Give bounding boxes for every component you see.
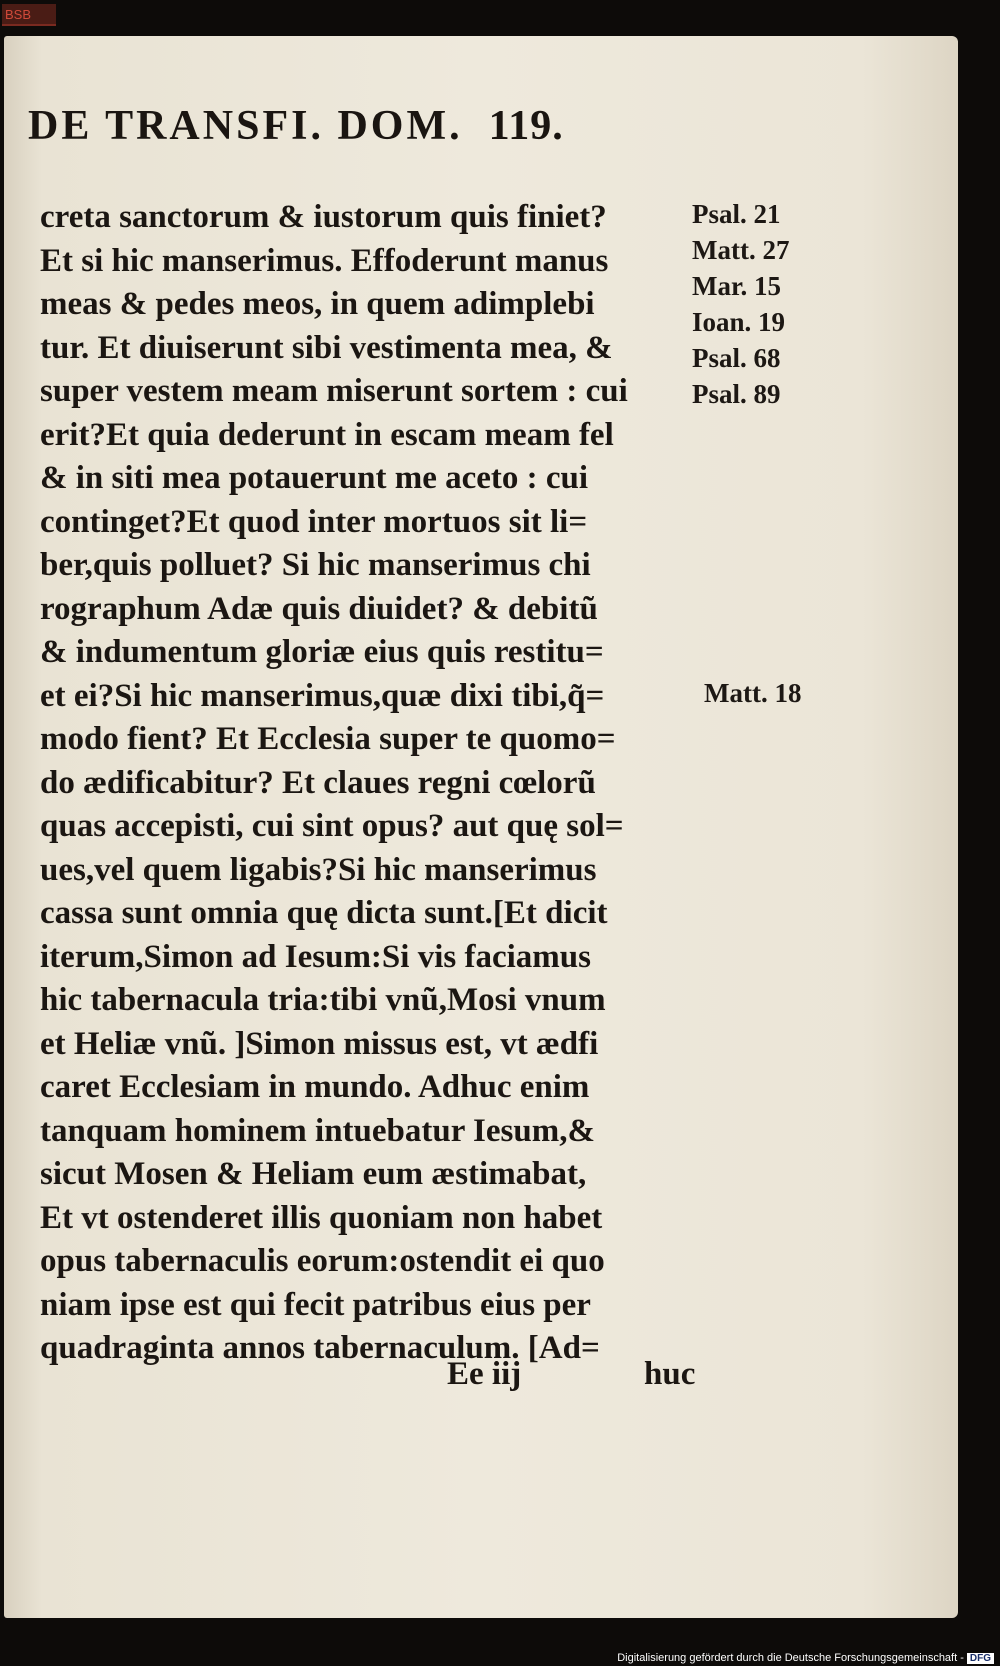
folio-number: 119. [488,103,564,149]
book-page [4,36,958,1618]
signature-mark: Ee iij [447,1356,522,1392]
text-line: do ædificabitur? Et claues regni cœlorũ [40,764,596,801]
text-line: ues,vel quem ligabis?Si hic manserimus [40,851,597,888]
catchword: huc [644,1356,696,1392]
text-line: quas accepisti, cui sint opus? aut quę sol= [40,808,624,844]
margin-note-matt-18: Matt. 18 [704,678,802,708]
text-line: iterum,Simon ad Iesum:Si vis faciamus [40,938,591,975]
text-line: Et vt ostenderet illis quoniam non habet [40,1199,603,1236]
text-line: modo fient? Et Ecclesia super te quomo= [40,721,616,757]
margin-note: Psal. 21 [692,199,781,229]
text-line: continget?Et quod inter mortuos sit li= [40,503,588,540]
text-line: niam ipse est qui fecit patribus eius per [40,1286,591,1323]
running-header [28,102,564,150]
text-line: et Heliæ vnũ. ]Simon missus est, vt ædfi [40,1025,599,1062]
margin-note: Matt. 27 [692,235,790,265]
digitization-credit [617,1652,994,1664]
text-line: & indumentum gloriæ eius quis restitu= [40,634,604,670]
margin-notes [692,196,842,412]
text-line: ber,quis polluet? Si hic manserimus chi [40,547,591,583]
margin-note: Psal. 89 [692,379,781,409]
text-line: opus tabernaculis eorum:ostendit ei quo [40,1243,605,1279]
margin-note: Ioan. 19 [692,307,786,337]
margin-note: Psal. 68 [692,343,781,373]
text-line: et ei?Si hic manserimus,quæ dixi tibi,q̃= [40,677,605,714]
text-line: Et si hic manserimus. Effoderunt manus [40,242,609,279]
body-text [40,196,690,1371]
text-line: meas & pedes meos, in quem adimplebi [40,286,595,322]
text-line: caret Ecclesiam in mundo. Adhuc enim [40,1069,590,1105]
credit-text: Digitalisierung gefördert durch die Deutsche Forschungsgemeinschaft - [617,1652,964,1664]
text-line: tur. Et diuiserunt sibi vestimenta mea, & [40,329,613,366]
text-line: rographum Adæ quis diuidet? & debitũ [40,590,598,627]
text-line: hic tabernacula tria:tibi vnũ,Mosi vnum [40,982,606,1018]
text-line: cassa sunt omnia quę dicta sunt.[Et dicit [40,895,608,931]
stamp-label: BSB [5,7,32,22]
text-line: erit?Et quia dederunt in escam meam fel [40,416,614,453]
header-title: DE TRANSFI. DOM. [28,103,463,149]
text-line: super vestem meam miserunt sortem : cui [40,373,628,409]
margin-note: Mar. 15 [692,271,781,301]
text-line: creta sanctorum & iustorum quis finiet? [40,199,607,235]
text-line: tanquam hominem intuebatur Iesum,& [40,1112,595,1149]
text-line: & in siti mea potauerunt me aceto : cui [40,460,589,496]
dfg-logo: DFG [967,1653,994,1664]
text-line: sicut Mosen & Heliam eum æstimabat, [40,1156,587,1192]
library-stamp [2,4,56,26]
text-line: quadraginta annos tabernaculum. [Ad= [40,1330,600,1366]
